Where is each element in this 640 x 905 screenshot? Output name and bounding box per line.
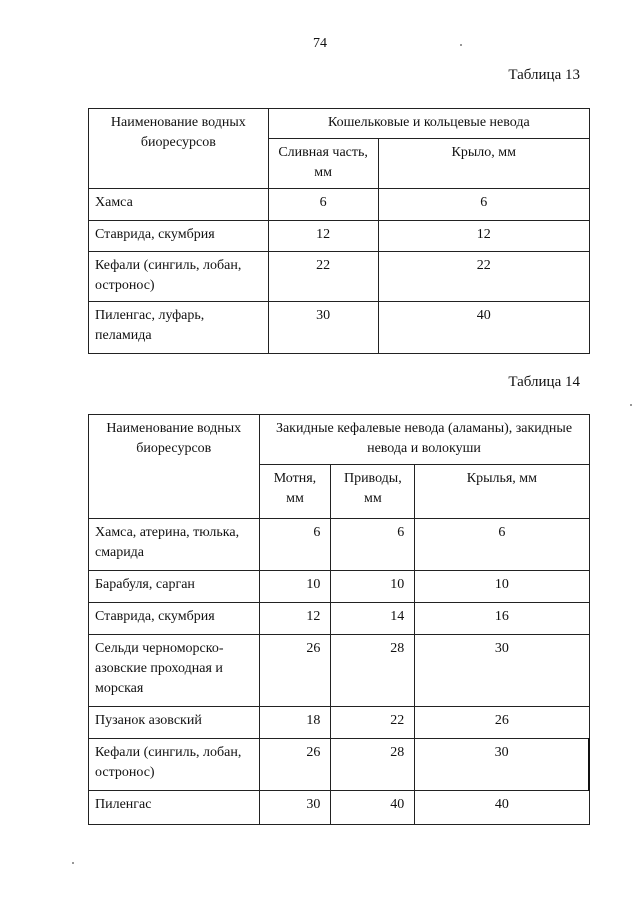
t14-row-name: Пузанок азовский xyxy=(89,707,260,739)
t14-row-c2: 14 xyxy=(331,603,415,635)
t14-row-c1: 10 xyxy=(259,571,331,603)
table-13 xyxy=(88,108,590,354)
t13-row-c2: 12 xyxy=(378,221,589,252)
t13-row-name: Пиленгас, луфарь, пеламида xyxy=(89,302,269,354)
t14-row-name: Кефали (сингиль, лобан, остронос) xyxy=(89,739,260,791)
scan-speck xyxy=(460,44,462,46)
t14-row-c1: 30 xyxy=(259,791,331,825)
t14-row-c3: 16 xyxy=(415,603,589,635)
page-number: 74 xyxy=(313,36,327,51)
t13-row-c2: 6 xyxy=(378,189,589,221)
t14-row-name: Ставрида, скумбрия xyxy=(89,603,260,635)
t14-header-resource: Наименование водных биоресурсов xyxy=(89,415,260,519)
t13-col-sliv: Сливная часть, мм xyxy=(268,139,378,189)
t14-col-motnya: Мотня, мм xyxy=(259,465,331,519)
t14-row-name: Хамса, атерина, тюлька, смарида xyxy=(89,519,260,571)
scan-speck xyxy=(630,404,632,406)
t13-row-name: Кефали (сингиль, лобан, остронос) xyxy=(89,252,269,302)
t14-row-c3: 6 xyxy=(415,519,589,571)
table-14 xyxy=(88,414,590,825)
t14-header-group: Закидные кефалевые невода (аламаны), закидные невода и волокуши xyxy=(259,415,589,465)
t14-row-c3: 30 xyxy=(415,739,589,791)
t13-header-group: Кошельковые и кольцевые невода xyxy=(268,109,589,139)
t14-row-c2: 10 xyxy=(331,571,415,603)
t14-row-c2: 22 xyxy=(331,707,415,739)
t13-row-c1: 6 xyxy=(268,189,378,221)
scan-speck xyxy=(72,862,74,864)
t13-row-c2: 40 xyxy=(378,302,589,354)
t14-col-privody: Приводы, мм xyxy=(331,465,415,519)
t14-row-c1: 12 xyxy=(259,603,331,635)
t13-row-c1: 22 xyxy=(268,252,378,302)
t13-row-c1: 30 xyxy=(268,302,378,354)
t14-row-c2: 28 xyxy=(331,635,415,707)
t13-row-name: Хамса xyxy=(89,189,269,221)
t14-row-c3: 10 xyxy=(415,571,589,603)
t13-col-krylo: Крыло, мм xyxy=(378,139,589,189)
t14-row-c1: 18 xyxy=(259,707,331,739)
t13-row-c1: 12 xyxy=(268,221,378,252)
t14-row-c3: 40 xyxy=(415,791,589,825)
t14-row-c1: 6 xyxy=(259,519,331,571)
table-13-caption: Таблица 13 xyxy=(508,67,580,83)
t14-row-c3: 26 xyxy=(415,707,589,739)
t14-row-c3: 30 xyxy=(415,635,589,707)
t14-row-c2: 6 xyxy=(331,519,415,571)
t14-row-c2: 28 xyxy=(331,739,415,791)
t14-row-c2: 40 xyxy=(331,791,415,825)
t13-header-resource: Наименование водных биоресурсов xyxy=(89,109,269,189)
t14-col-krylya: Крылья, мм xyxy=(415,465,589,519)
t14-row-name: Барабуля, сарган xyxy=(89,571,260,603)
t14-row-c1: 26 xyxy=(259,635,331,707)
t13-row-c2: 22 xyxy=(378,252,589,302)
table-14-caption: Таблица 14 xyxy=(508,374,580,390)
t14-row-name: Сельди черноморско-азовские проходная и морская xyxy=(89,635,260,707)
t13-row-name: Ставрида, скумбрия xyxy=(89,221,269,252)
t14-row-c1: 26 xyxy=(259,739,331,791)
t14-row-name: Пиленгас xyxy=(89,791,260,825)
